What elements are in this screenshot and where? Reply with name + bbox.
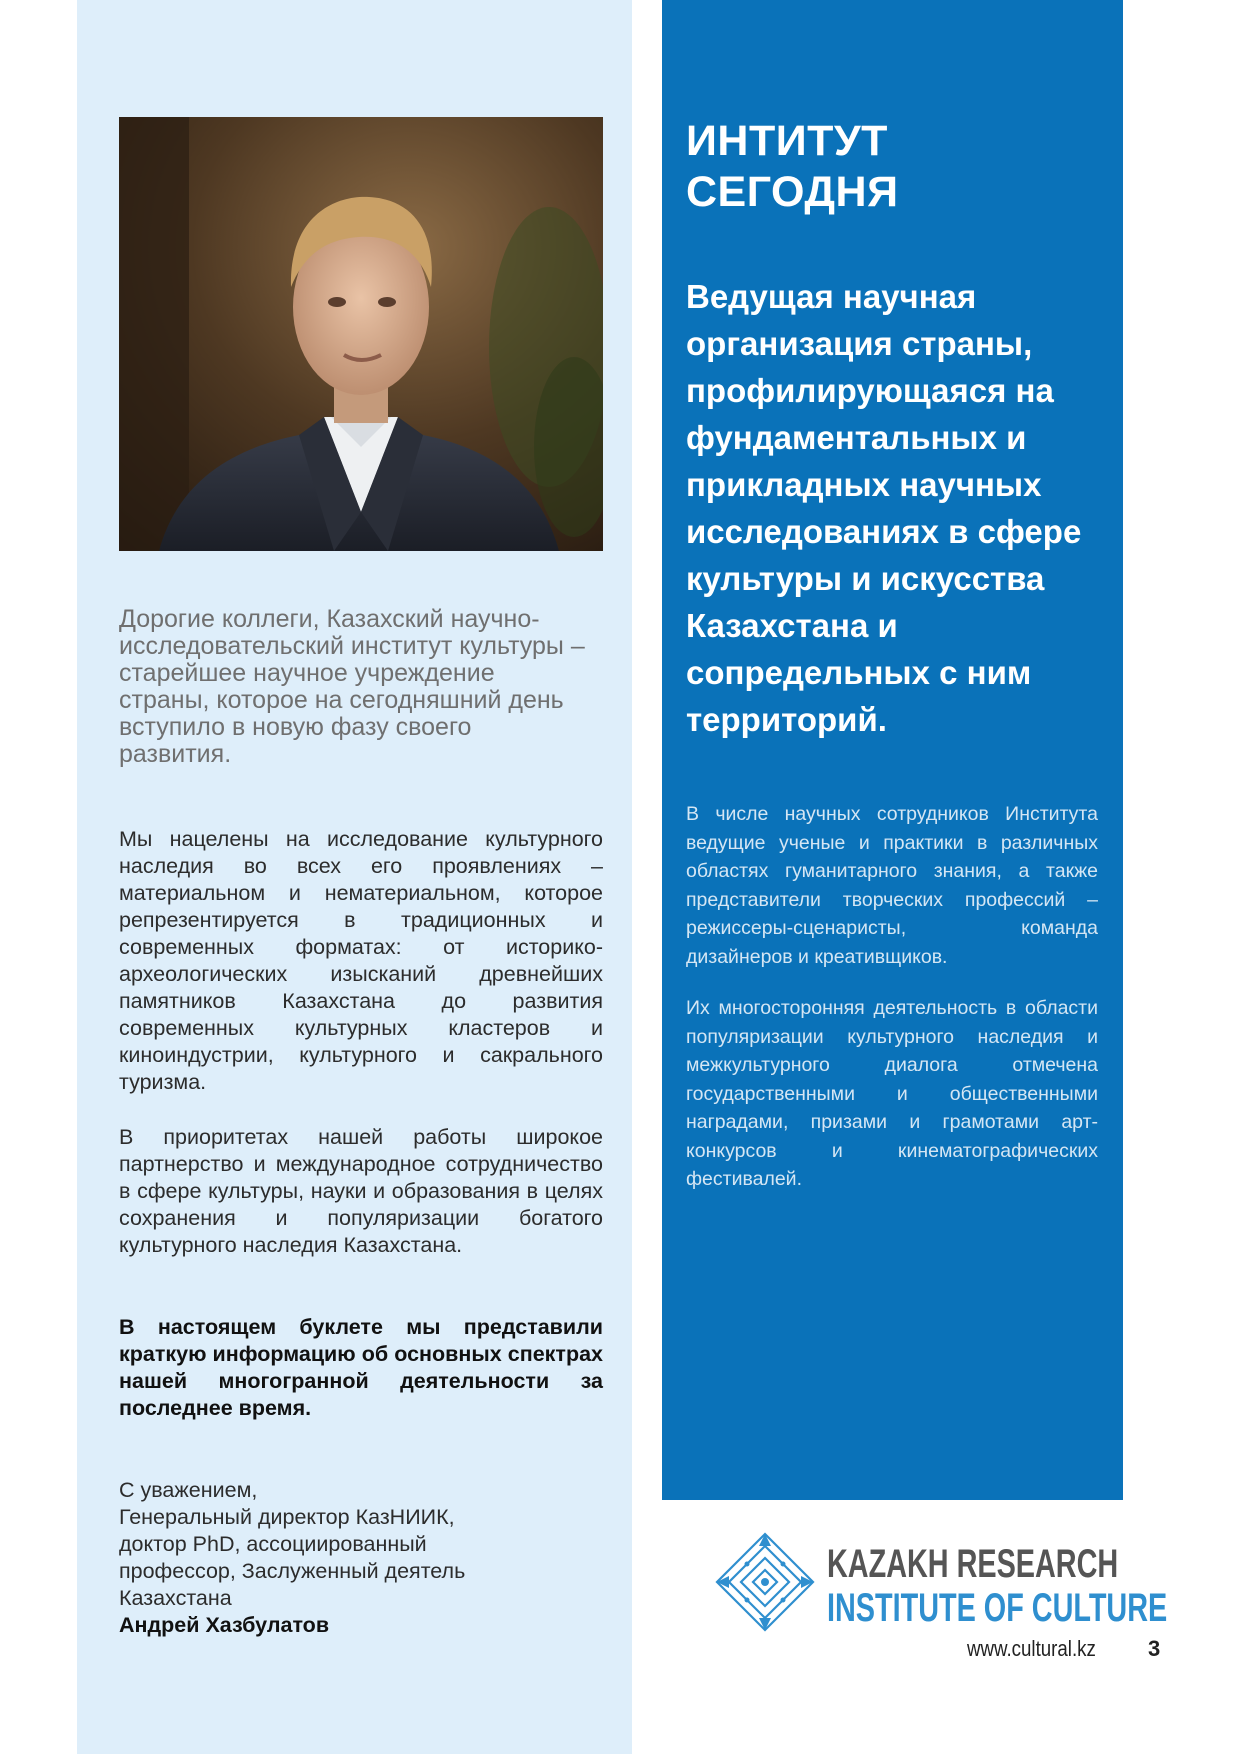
page-number: 3	[1148, 1636, 1161, 1661]
signature-closing: С уважением,	[119, 1478, 258, 1502]
greeting-text: Дорогие коллеги, Казахский научно-исследовательский институт культуры – старейшее научное учреждение страны, которое на сегодняшний день вступило в новую фазу своего развития.	[119, 605, 585, 768]
letter-paragraph: В приоритетах нашей работы широкое партнерство и международное сотрудничество в сфере культуры, науки и образования в целях сохранения и популяризации богатого культурного наследия Казахстана.	[119, 1125, 603, 1257]
signature-block	[119, 1477, 603, 1639]
institute-logo	[715, 1532, 1168, 1642]
institute-awards-text: Их многосторонняя деятельность в области популяризации культурного наследия и межкультурного диалога отмечена государственными и общественными наградами, призами и грамотами арт-конкурсов и кинематографических фестивалей.	[686, 997, 1098, 1190]
footer-url-link[interactable]: www.cultural.kz	[967, 1636, 1096, 1661]
signature-position: Генеральный директор КазНИИК,	[119, 1505, 455, 1529]
letter-paragraph: Мы нацелены на исследование культурного наследия во всех его проявлениях – материальном и нематериальном, которое репрезентируется в традиционных и современных форматах: от историко-археологических изысканий древнейших памятников Казахстана до развития современных культурных кластеров и киноиндустрии, культурного и сакрального туризма.	[119, 827, 603, 1094]
signature-country: Казахстана	[119, 1586, 232, 1610]
signature-honor: профессор, Заслуженный деятель	[119, 1559, 466, 1583]
director-portrait	[119, 117, 603, 551]
logo-text-line2: INSTITUTE OF CULTURE	[827, 1586, 1168, 1630]
institute-title-line1: ИНТИТУТ	[686, 117, 888, 165]
letter-paragraph-bold: В настоящем буклете мы представили краткую информацию об основных спектрах нашей многогранной деятельности за последнее время.	[119, 1315, 603, 1420]
logo-text-line1: KAZAKH RESEARCH	[827, 1542, 1119, 1586]
signature-degree: доктор PhD, ассоциированный	[119, 1532, 427, 1556]
institute-lead: Ведущая научная организация страны, профилирующаяся на фундаментальных и прикладных научных исследованиях в сфере культуры и искусства Казахстана и сопредельных с ним территорий.	[686, 278, 1082, 738]
signature-name: Андрей Хазбулатов	[119, 1613, 330, 1637]
ornament-logo-icon	[715, 1532, 815, 1632]
institute-title	[686, 116, 1106, 218]
institute-title-line2: СЕГОДНЯ	[686, 168, 899, 216]
institute-staff-text: В числе научных сотрудников Института ведущие ученые и практики в различных областях гуманитарного знания, а также представители творческих профессий – режиссеры-сценаристы, команда дизайнеров и креативщиков.	[686, 803, 1098, 968]
institute-panel	[662, 0, 1123, 1500]
